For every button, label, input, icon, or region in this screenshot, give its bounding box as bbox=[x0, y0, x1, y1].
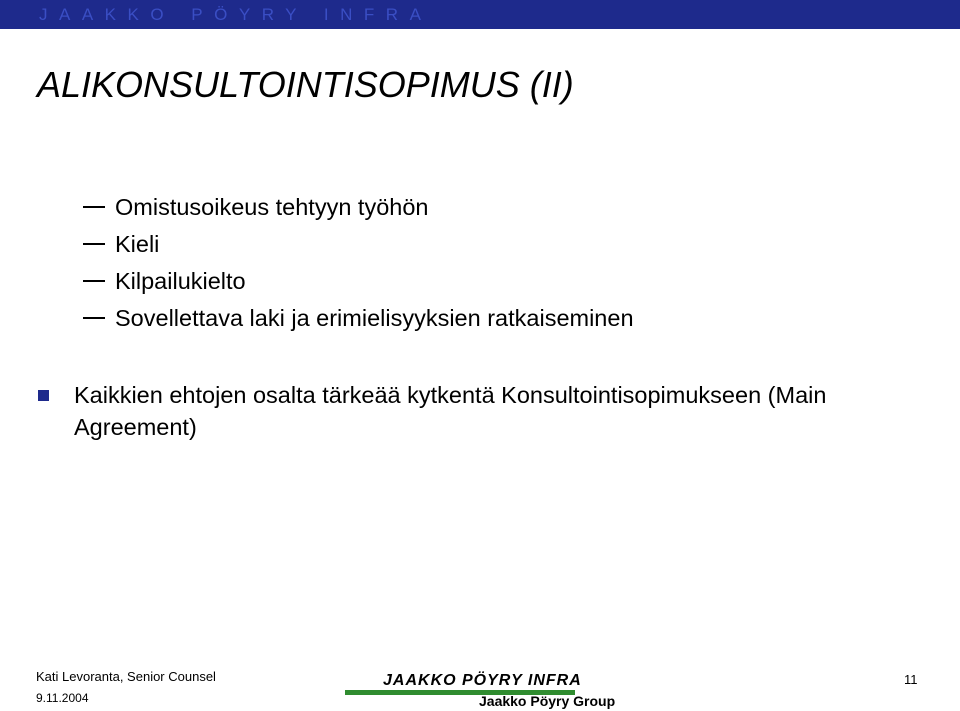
list-item bbox=[83, 301, 634, 338]
top-banner bbox=[0, 0, 960, 29]
footer-author: Kati Levoranta, Senior Counsel bbox=[36, 669, 216, 684]
list-item bbox=[83, 190, 634, 227]
page-number: 11 bbox=[904, 672, 918, 687]
dash-list bbox=[83, 190, 634, 338]
list-item-text: Kilpailukielto bbox=[115, 268, 246, 294]
dash-bullet-icon bbox=[83, 280, 105, 282]
logo-group-name: Jaakko Pöyry Group bbox=[479, 693, 616, 709]
dash-bullet-icon bbox=[83, 206, 105, 208]
list-item-text: Sovellettava laki ja erimielisyyksien ratkaiseminen bbox=[115, 305, 634, 331]
list-item bbox=[83, 227, 634, 264]
dash-bullet-icon bbox=[83, 317, 105, 319]
slide-title: ALIKONSULTOINTISOPIMUS (II) bbox=[37, 64, 574, 105]
company-logo bbox=[345, 672, 635, 711]
banner-company-name: JAAKKO PÖYRY INFRA bbox=[39, 5, 433, 24]
logo-wordmark: JAAKKO PÖYRY INFRA bbox=[383, 672, 582, 689]
main-bullet-text: Kaikkien ehtojen osalta tärkeää kytkentä Konsultointisopimukseen (Main Agreement) bbox=[74, 382, 827, 440]
dash-bullet-icon bbox=[83, 243, 105, 245]
list-item-text: Kieli bbox=[115, 231, 160, 257]
main-bullet bbox=[38, 379, 918, 443]
list-item bbox=[83, 264, 634, 301]
footer-date: 9.11.2004 bbox=[36, 691, 89, 705]
square-bullet-icon bbox=[38, 390, 49, 401]
list-item-text: Omistusoikeus tehtyyn työhön bbox=[115, 194, 429, 220]
